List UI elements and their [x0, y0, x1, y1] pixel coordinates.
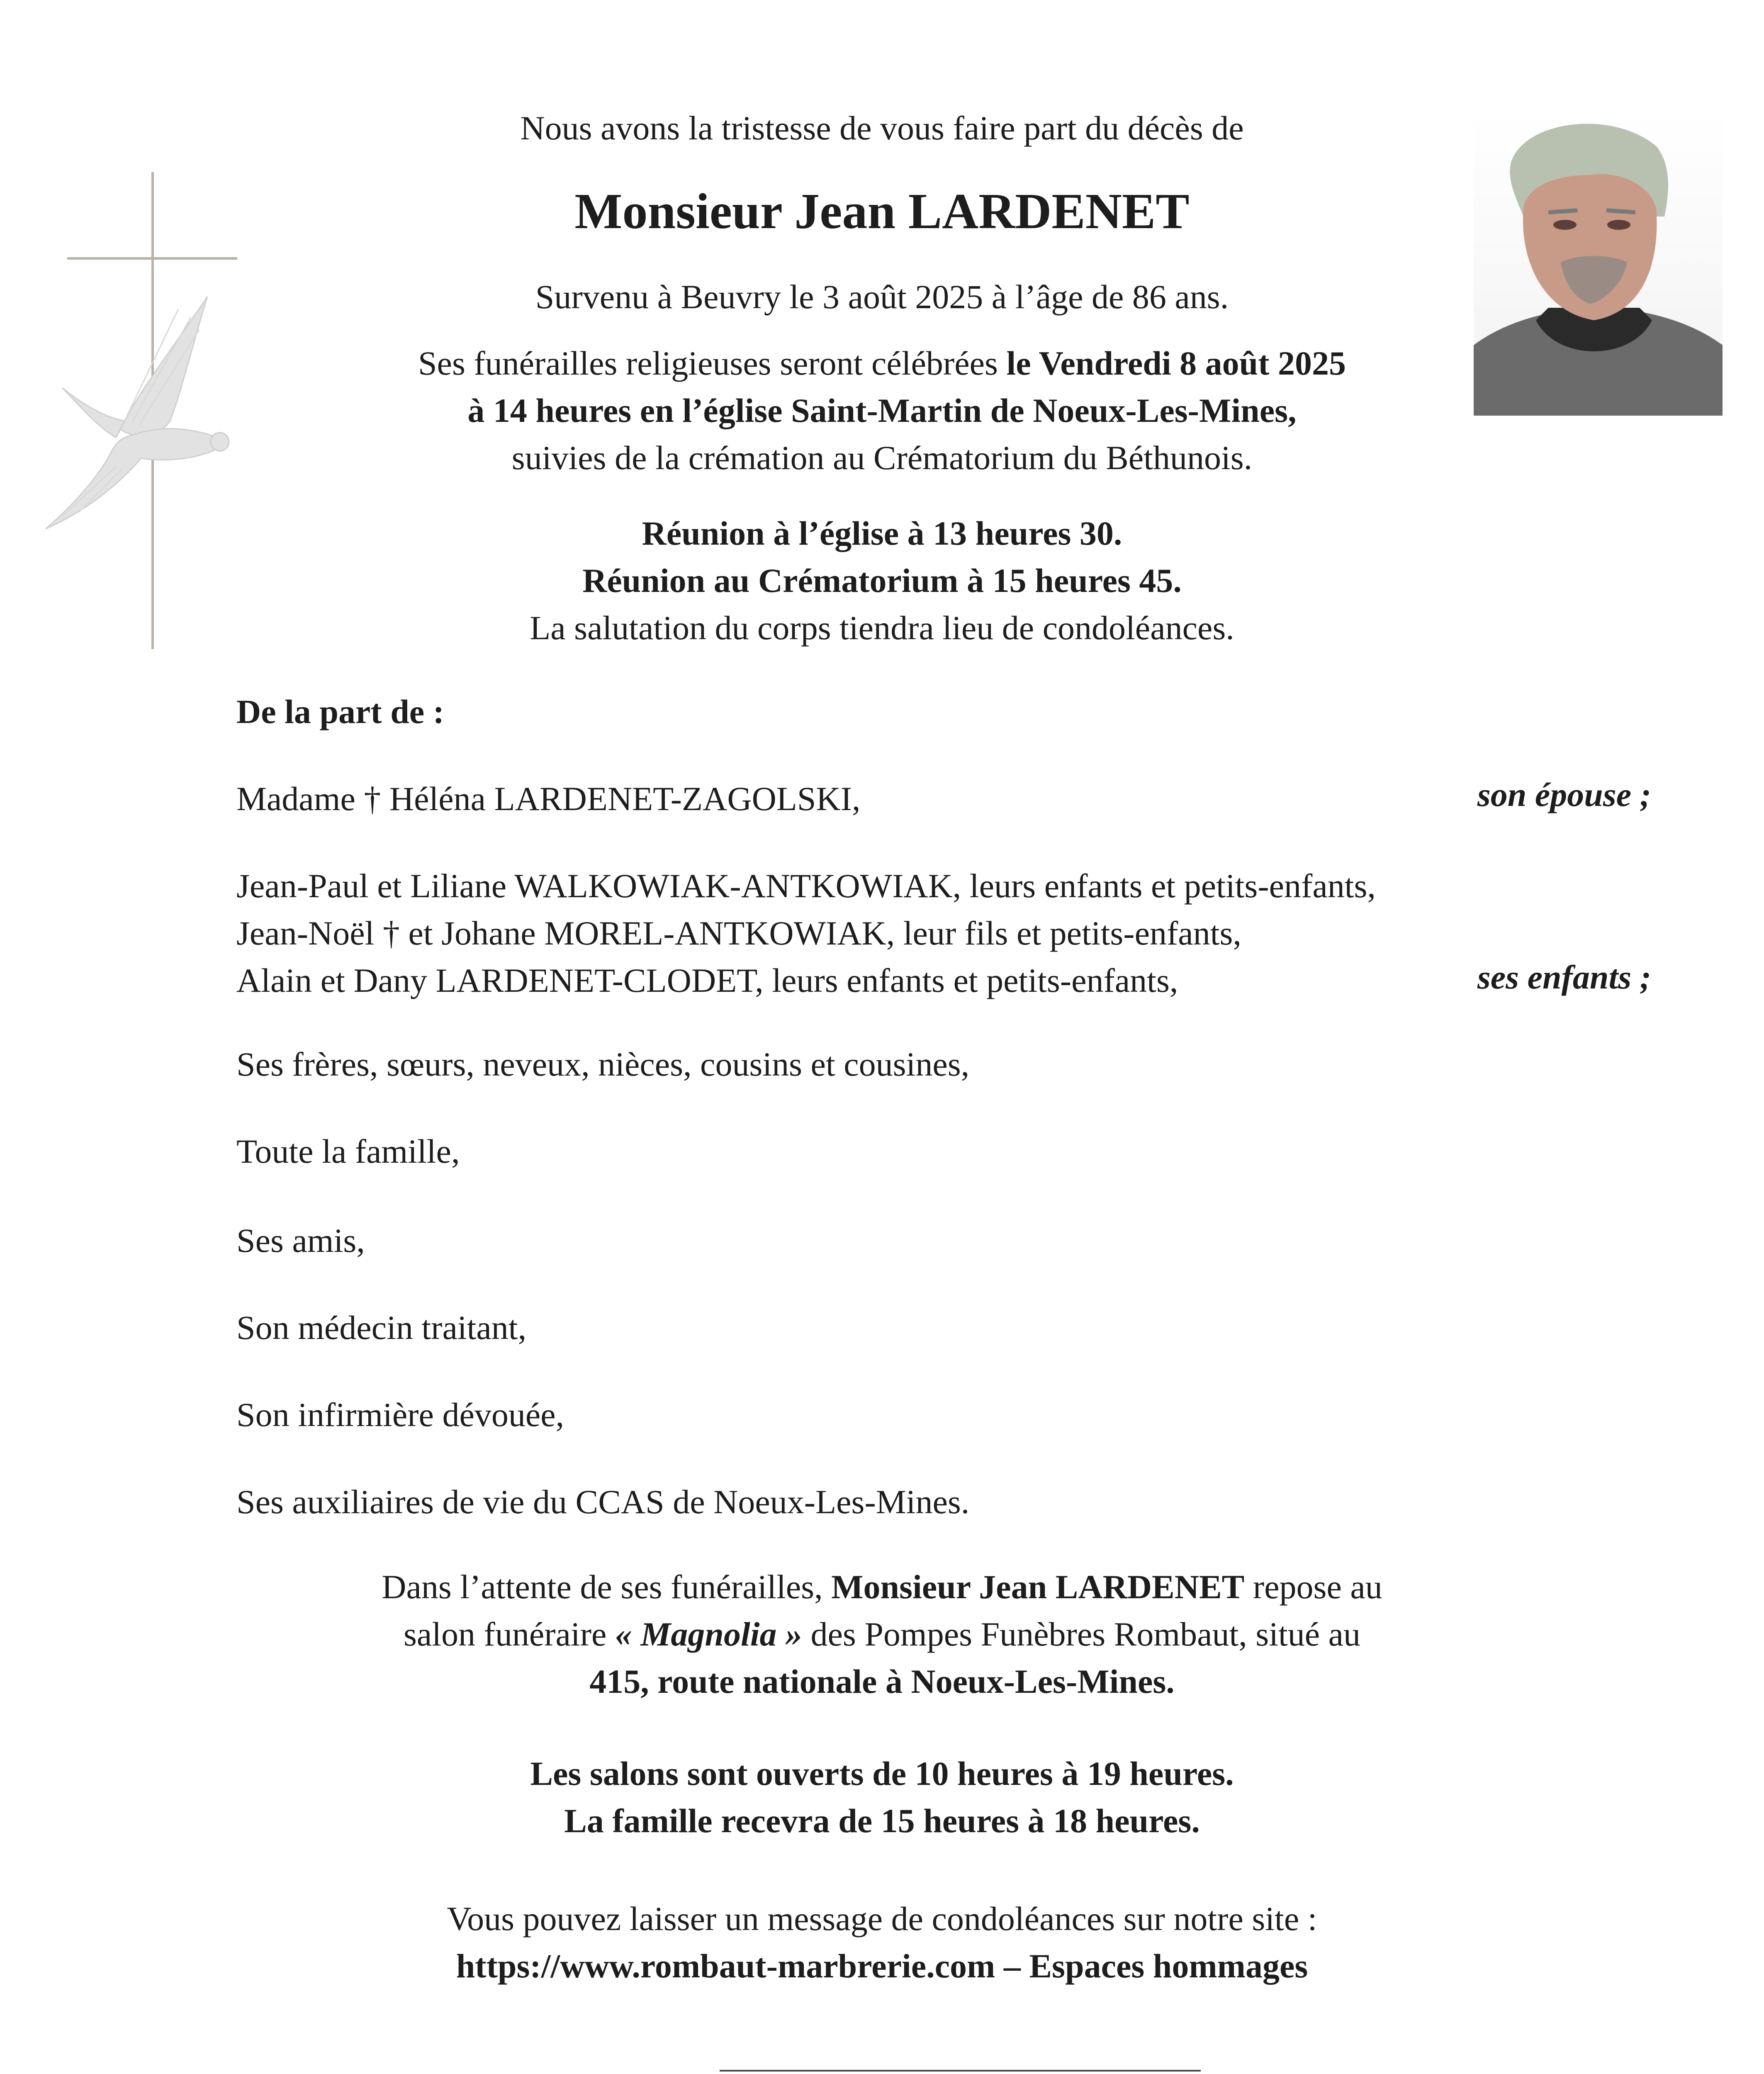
family-line-6: Ses auxiliaires de vie du CCAS de Noeux-Les-Mines.: [236, 1483, 970, 1521]
website-link[interactable]: https://www.rombaut-marbrerie.com – Espaces hommages: [456, 1947, 1308, 1985]
rest-name: Monsieur Jean LARDENET: [831, 1568, 1245, 1606]
funeral-line: [0, 340, 1764, 387]
rest-line-1: [0, 1564, 1764, 1610]
meeting-church: Réunion à l’église à 13 heures 30.: [642, 514, 1122, 552]
family-line-3: Ses amis,: [236, 1222, 365, 1259]
funeral-prefix: Ses funérailles religieuses seront célébrées: [418, 344, 1007, 382]
salon-name: « Magnolia »: [615, 1615, 803, 1653]
funeral-date: le Vendredi 8 août 2025: [1006, 344, 1346, 382]
from-heading: De la part de :: [236, 693, 445, 730]
intro-text: Nous avons la tristesse de vous faire part du décès de: [520, 109, 1244, 147]
salon-hours: Les salons sont ouverts de 10 heures à 19 heures.: [530, 1755, 1234, 1792]
children-role: ses enfants ;: [1477, 958, 1651, 996]
salon-suffix: des Pompes Funèbres Rombaut, situé au: [802, 1615, 1361, 1653]
child-line-2: Jean-Noël † et Johane MOREL-ANTKOWIAK, leur fils et petits-enfants,: [236, 914, 1241, 952]
rest-address: 415, route nationale à Noeux-Les-Mines.: [589, 1663, 1175, 1700]
footer-divider: [720, 2070, 1201, 2072]
funeral-place: à 14 heures en l’église Saint-Martin de Noeux-Les-Mines,: [467, 392, 1297, 429]
rest-line-2: [0, 1611, 1764, 1658]
death-details: Survenu à Beuvry le 3 août 2025 à l’âge de 86 ans.: [535, 278, 1229, 316]
deceased-name: Monsieur Jean LARDENET: [574, 183, 1190, 239]
family-line-5: Son infirmière dévouée,: [236, 1396, 564, 1434]
family-line-2: Toute la famille,: [236, 1132, 460, 1170]
online-message: Vous pouvez laisser un message de condoléances sur notre site :: [447, 1900, 1317, 1938]
family-line-4: Son médecin traitant,: [236, 1309, 527, 1346]
rest-suffix: repose au: [1244, 1568, 1382, 1606]
spouse-line: Madame † Héléna LARDENET-ZAGOLSKI,: [236, 780, 861, 818]
meeting-crematorium: Réunion au Crématorium à 15 heures 45.: [582, 562, 1182, 599]
salon-prefix: salon funéraire: [403, 1615, 615, 1653]
family-line-1: Ses frères, sœurs, neveux, nièces, cousins et cousines,: [236, 1045, 970, 1083]
rest-prefix: Dans l’attente de ses funérailles,: [382, 1568, 832, 1606]
spouse-role: son épouse ;: [1477, 776, 1651, 813]
family-hours: La famille recevra de 15 heures à 18 heures.: [564, 1802, 1200, 1840]
condolences-note: La salutation du corps tiendra lieu de condoléances.: [530, 609, 1234, 647]
cremation-line: suivies de la crémation au Crématorium du Béthunois.: [511, 439, 1253, 477]
child-line-3: Alain et Dany LARDENET-CLODET, leurs enfants et petits-enfants,: [236, 962, 1178, 999]
child-line-1: Jean-Paul et Liliane WALKOWIAK-ANTKOWIAK, leurs enfants et petits-enfants,: [236, 867, 1376, 905]
